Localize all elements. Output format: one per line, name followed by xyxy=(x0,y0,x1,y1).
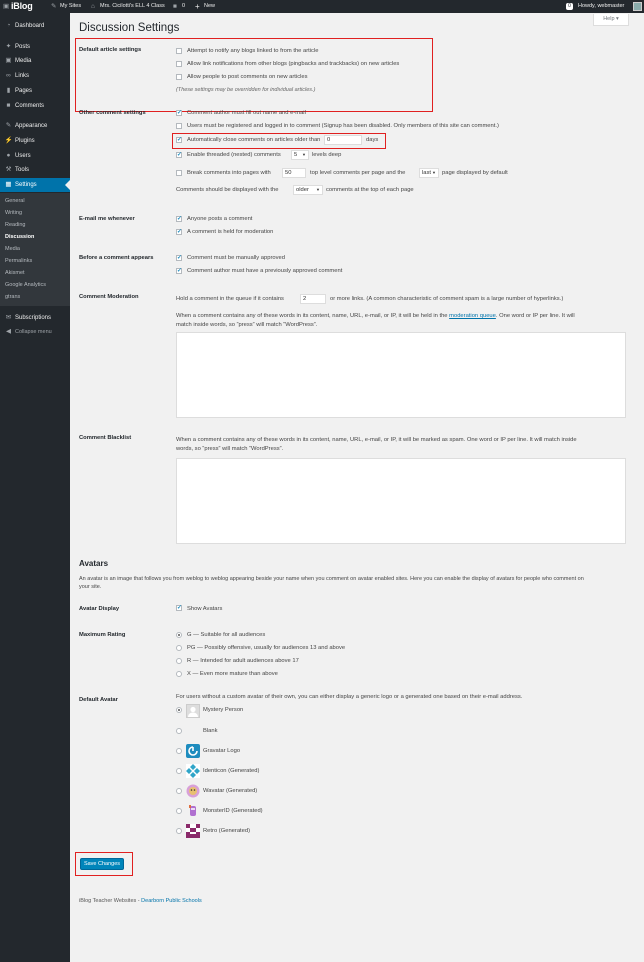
submenu-general[interactable]: General xyxy=(5,198,25,204)
hold-prefix: Hold a comment in the queue if it contains xyxy=(176,296,284,302)
moderation-desc-2: match inside words, so “press” will match “WordPress”. xyxy=(176,322,318,328)
avatar-monsterid-label: MonsterID (Generated) xyxy=(203,808,263,814)
sidebar-item-pages[interactable]: ▮ Pages xyxy=(0,84,70,98)
avatar-blank-label: Blank xyxy=(203,728,218,734)
auto-close-days-input[interactable]: 0 xyxy=(324,135,362,145)
avatar-blank-radio[interactable] xyxy=(176,728,182,734)
days-label: days xyxy=(366,137,379,143)
other-comment-heading: Other comment settings xyxy=(79,110,146,116)
max-rating-heading: Maximum Rating xyxy=(79,632,126,638)
threaded-label: Enable threaded (nested) comments xyxy=(187,152,281,158)
submenu-reading[interactable]: Reading xyxy=(5,222,26,228)
default-avatar-heading: Default Avatar xyxy=(79,697,118,703)
new-link[interactable]: New xyxy=(204,3,216,9)
author-fill-label: Comment author must fill out name and e-mail xyxy=(187,110,306,116)
avatar-gravatar-label: Gravatar Logo xyxy=(203,748,241,754)
threaded-checkbox[interactable] xyxy=(176,152,182,158)
moderation-keys-textarea[interactable] xyxy=(176,332,626,418)
comment-order-select[interactable]: older ▼ xyxy=(293,185,323,195)
avatar-wavatar-label: Wavatar (Generated) xyxy=(203,788,258,794)
auto-close-label: Automatically close comments on articles older than xyxy=(187,137,321,143)
submenu-permalinks[interactable]: Permalinks xyxy=(5,258,33,264)
gravatar-logo-icon xyxy=(186,744,200,758)
sidebar-item-tools[interactable]: ⚒ Tools xyxy=(0,163,70,177)
collapse-icon: ◀ xyxy=(6,328,11,335)
comments-per-page-input[interactable]: 50 xyxy=(282,168,306,178)
break-pages-checkbox[interactable] xyxy=(176,170,182,176)
levels-deep-label: levels deep xyxy=(312,152,342,158)
rating-r-label: R — Intended for adult audiences above 17 xyxy=(187,658,299,664)
admin-sidebar xyxy=(0,13,70,962)
plus-icon[interactable]: + xyxy=(195,2,200,11)
submenu-gtrans[interactable]: gtrans xyxy=(5,294,21,300)
chevron-down-icon: ▼ xyxy=(316,187,320,192)
avatar-gravatar-radio[interactable] xyxy=(176,748,182,754)
submenu-writing[interactable]: Writing xyxy=(5,210,23,216)
home-icon: ⌂ xyxy=(91,3,95,10)
footer-text: iBlog Teacher Websites - Dearborn Public Schools xyxy=(79,898,202,904)
comment-icon: ■ xyxy=(6,102,11,109)
registered-label: Users must be registered and logged in to comment (Signup has been disabled. Only members of this site can comment.) xyxy=(187,123,499,129)
submenu-discussion[interactable]: Discussion xyxy=(5,234,35,240)
avatar-retro-label: Retro (Generated) xyxy=(203,828,251,834)
pin-icon: ✦ xyxy=(5,43,12,50)
avatar-monsterid-radio[interactable] xyxy=(176,808,182,814)
sidebar-item-subscriptions[interactable]: ✉ Subscriptions xyxy=(0,311,70,325)
chevron-down-icon: ▼ xyxy=(302,152,306,157)
comments-count[interactable]: 0 xyxy=(182,3,186,9)
previous-approved-label: Comment author must have a previously approved comment xyxy=(187,268,343,274)
page-displayed-label: page displayed by default xyxy=(442,170,508,176)
avatar-wavatar-radio[interactable] xyxy=(176,788,182,794)
rating-g-label: G — Suitable for all audiences xyxy=(187,632,266,638)
mail-icon: ✉ xyxy=(5,314,12,321)
avatars-heading: Avatars xyxy=(79,559,109,568)
avatars-intro-2: your site. xyxy=(79,584,102,590)
identicon-icon xyxy=(186,764,200,778)
submenu-media[interactable]: Media xyxy=(5,246,20,252)
rating-r-radio[interactable] xyxy=(176,658,182,664)
main-content xyxy=(70,13,644,962)
display-order-suffix: comments at the top of each page xyxy=(326,187,414,193)
default-avatar-desc: For users without a custom avatar of their own, you can either display a generic logo or a generated one based on their e-mail address. xyxy=(176,694,523,700)
wrench-icon: ⚒ xyxy=(5,166,12,173)
moderation-heading: Comment Moderation xyxy=(79,294,139,300)
moderation-desc: When a comment contains any of these words in its content, name, URL, e-mail, or IP, it will be held in the moderation queue. One word or IP per line. It will xyxy=(176,313,575,319)
avatar-identicon-label: Identicon (Generated) xyxy=(203,768,260,774)
break-pages-label: Break comments into pages with xyxy=(187,170,271,176)
manual-approve-label: Comment must be manually approved xyxy=(187,255,285,261)
comment-bubble-icon[interactable]: ■ xyxy=(173,3,177,10)
default-page-select[interactable]: last ▼ xyxy=(419,168,439,178)
sidebar-item-media[interactable]: ▣ Media xyxy=(0,54,70,68)
author-fill-checkbox[interactable] xyxy=(176,110,182,116)
avatar-identicon-radio[interactable] xyxy=(176,768,182,774)
sidebar-item-appearance[interactable]: ✎ Appearance xyxy=(0,119,70,133)
auto-close-checkbox[interactable] xyxy=(176,137,182,143)
anyone-posts-checkbox[interactable] xyxy=(176,216,182,222)
blacklist-keys-textarea[interactable] xyxy=(176,458,626,544)
email-me-heading: E-mail me whenever xyxy=(79,216,135,222)
avatar-mystery-radio[interactable] xyxy=(176,707,182,713)
max-links-input[interactable]: 2 xyxy=(300,294,326,304)
held-moderation-label: A comment is held for moderation xyxy=(187,229,274,235)
plugin-icon: ⚡ xyxy=(4,137,13,144)
rating-x-radio[interactable] xyxy=(176,671,182,677)
pingbacks-checkbox[interactable] xyxy=(176,61,182,67)
admin-bar xyxy=(0,0,644,13)
users-icon: ● xyxy=(6,152,11,159)
thread-depth-select[interactable]: 5 ▼ xyxy=(291,150,309,160)
wavatar-icon xyxy=(186,784,200,798)
sidebar-item-links[interactable]: ∞ Links xyxy=(0,69,70,83)
rating-g-radio[interactable] xyxy=(176,632,182,638)
page-icon: ▮ xyxy=(6,87,11,94)
blacklist-desc: When a comment contains any of these words in its content, name, URL, e-mail, or IP, it will be marked as spam. One word or IP per line. It will match inside xyxy=(176,437,577,443)
class-site-link[interactable]: Mrs. Cicilotti's ELL 4 Class xyxy=(100,3,165,9)
show-avatars-checkbox[interactable] xyxy=(176,605,182,611)
display-order-prefix: Comments should be displayed with the xyxy=(176,187,279,193)
link-icon: ∞ xyxy=(6,72,11,79)
rating-pg-radio[interactable] xyxy=(176,645,182,651)
allow-comments-checkbox[interactable] xyxy=(176,74,182,80)
notification-badge[interactable]: 0 xyxy=(566,3,573,10)
rating-pg-label: PG — Possibly offensive, usually for audiences 13 and above xyxy=(187,645,346,651)
mystery-person-avatar xyxy=(186,704,200,718)
sidebar-item-plugins[interactable]: ⚡ Plugins xyxy=(0,134,70,148)
registered-checkbox[interactable] xyxy=(176,123,182,129)
settings-icon: ▦ xyxy=(5,181,12,188)
allow-comments-label: Allow people to post comments on new articles xyxy=(187,74,308,80)
override-note: (These settings may be overridden for individual articles.) xyxy=(176,87,316,93)
blacklist-heading: Comment Blacklist xyxy=(79,435,132,441)
dashboard-icon: ◔ xyxy=(6,22,11,29)
default-article-heading: Default article settings xyxy=(79,47,142,53)
my-sites-link[interactable]: My Sites xyxy=(60,3,82,9)
rating-x-label: X — Even more mature than above xyxy=(187,671,278,677)
avatar-display-heading: Avatar Display xyxy=(79,606,120,612)
media-icon: ▣ xyxy=(5,57,12,64)
site-name[interactable]: iBlog xyxy=(11,1,33,11)
chevron-down-icon: ▼ xyxy=(432,170,436,175)
submenu-google-analytics[interactable]: Google Analytics xyxy=(5,282,46,288)
previous-approved-checkbox[interactable] xyxy=(176,268,182,274)
retro-icon xyxy=(186,824,200,838)
sidebar-item-comments[interactable]: ■ Comments xyxy=(0,99,70,113)
avatars-intro: An avatar is an image that follows you from weblog to weblog appearing beside your name when you comment on avatar enabled sites. Here you can enable the display of avatars for people who comment on xyxy=(79,576,584,582)
pingbacks-label: Allow link notifications from other blogs (pingbacks and trackbacks) on new articles xyxy=(187,61,400,67)
notify-blogs-checkbox[interactable] xyxy=(176,48,182,54)
help-button[interactable]: Help ▾ xyxy=(593,14,629,26)
show-avatars-label: Show Avatars xyxy=(187,606,223,612)
manual-approve-checkbox[interactable] xyxy=(176,255,182,261)
held-moderation-checkbox[interactable] xyxy=(176,229,182,235)
collapse-menu-button[interactable]: ◀ Collapse menu xyxy=(0,325,70,339)
before-appears-heading: Before a comment appears xyxy=(79,255,154,261)
my-sites-icon: ✎ xyxy=(51,3,57,10)
page-title: Discussion Settings xyxy=(79,22,180,34)
avatar-mystery-label: Mystery Person xyxy=(203,707,244,713)
blog-logo-icon[interactable]: ▣ xyxy=(3,3,10,10)
sidebar-item-posts[interactable]: ✦ Posts xyxy=(0,40,70,54)
anyone-posts-label: Anyone posts a comment xyxy=(187,216,253,222)
notify-blogs-label: Attempt to notify any blogs linked to from the article xyxy=(187,48,319,54)
top-level-label: top level comments per page and the xyxy=(310,170,406,176)
save-changes-button[interactable]: Save Changes xyxy=(80,858,124,870)
howdy-link[interactable]: Howdy, webmaster xyxy=(578,3,625,9)
hold-suffix: or more links. (A common characteristic of comment spam is a large number of hyperlinks.) xyxy=(330,296,564,302)
sidebar-item-settings[interactable]: ▦ Settings xyxy=(0,178,70,192)
blacklist-desc-2: words, so “press” will match “WordPress”. xyxy=(176,446,284,452)
moderation-queue-link[interactable]: moderation queue xyxy=(449,313,496,319)
brush-icon: ✎ xyxy=(5,122,12,129)
monsterid-icon xyxy=(186,804,200,818)
avatar[interactable] xyxy=(633,2,642,11)
footer-link[interactable]: Dearborn Public Schools xyxy=(141,898,202,904)
sidebar-item-users[interactable]: ● Users xyxy=(0,149,70,163)
sidebar-item-dashboard[interactable]: ◔ Dashboard xyxy=(0,19,70,33)
submenu-akismet[interactable]: Akismet xyxy=(5,270,25,276)
avatar-retro-radio[interactable] xyxy=(176,828,182,834)
